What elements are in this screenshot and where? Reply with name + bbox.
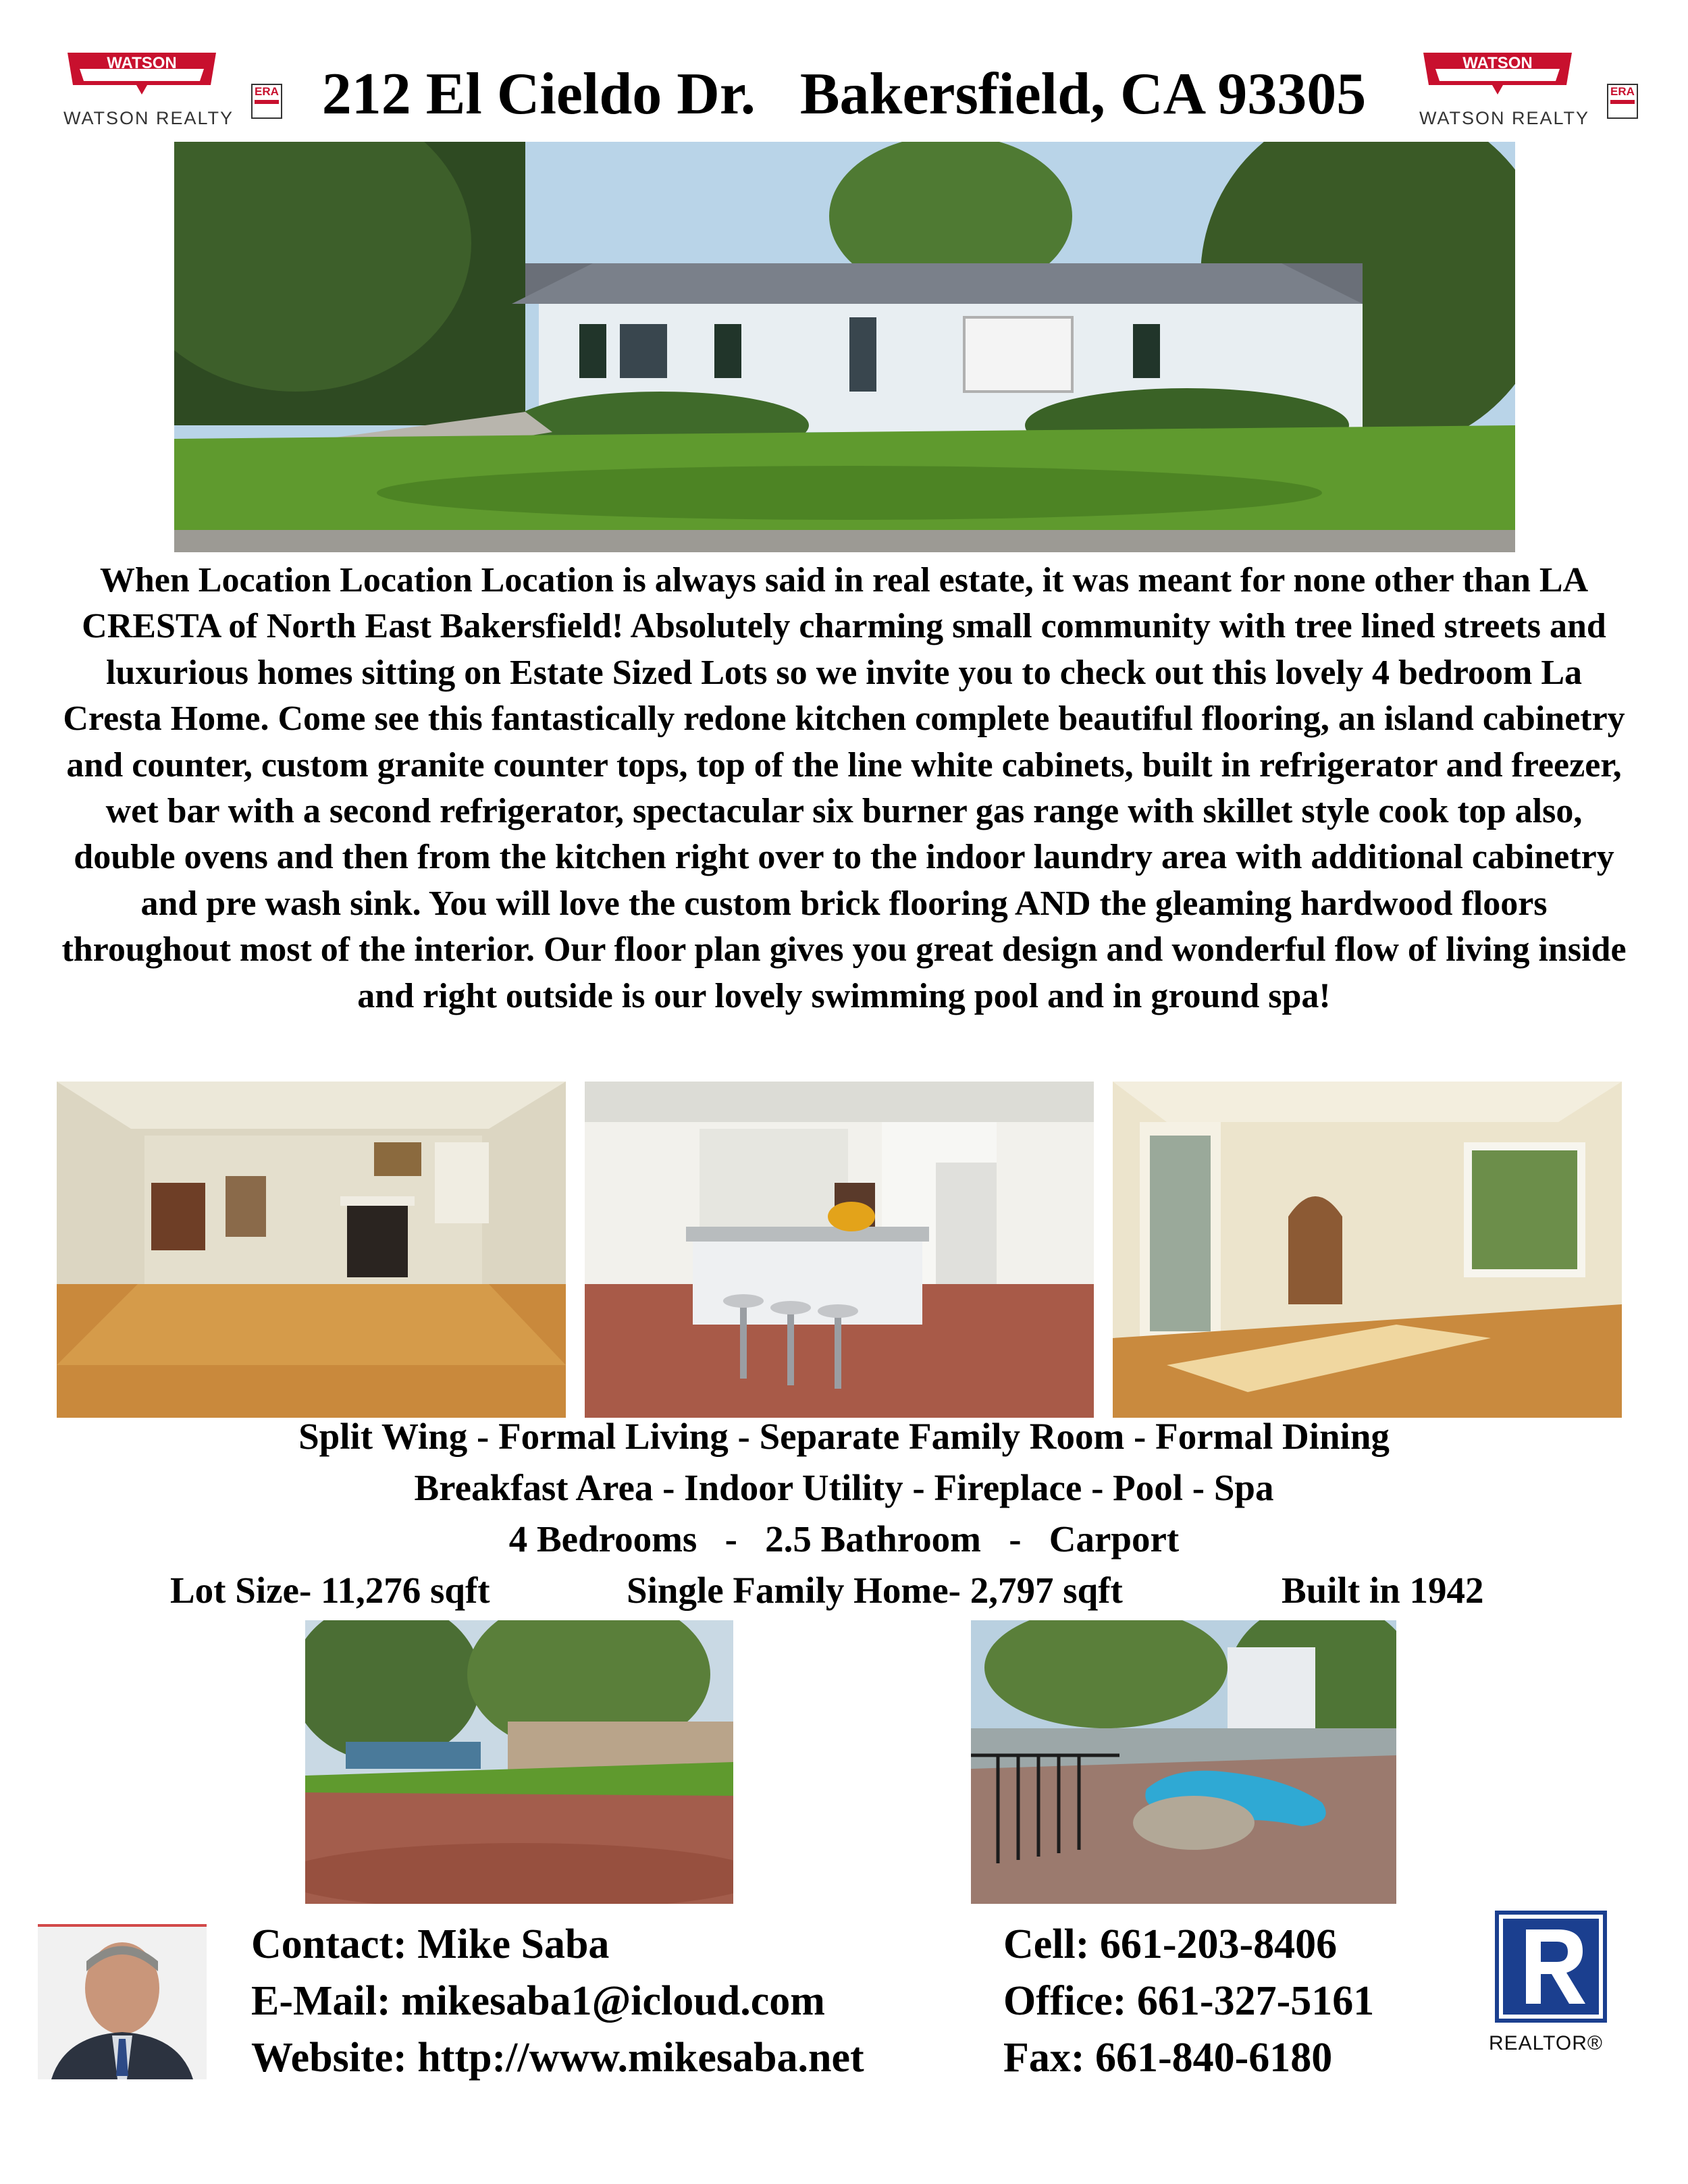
agent-headshot bbox=[38, 1924, 207, 2079]
property-address-title: 212 El Cieldo Dr. Bakersfield, CA 93305 bbox=[321, 61, 1367, 127]
watson-logo-left bbox=[47, 50, 279, 138]
property-description: When Location Location Location is always said in real estate, it was meant for none other than LA CRESTA of North East Bakersfield! Absolutely charming small community with tree lined streets and luxurious homes sitting on Estate Sized Lots so we invite you to check out this lovely 4 bedroom La Cresta Home. Come see this fantastically redone kitchen complete beautiful flooring, an island cabinetry and counter, custom granite counter tops, top of the line white cabinets, built in refrigerator and freezer, wet bar with a second refrigerator, spectacular six burner gas range with skillet style cook top also, double ovens and then from the kitchen right over to the indoor laundry area with additional cabinetry and pre wash sink. You will love the custom brick flooring AND the gleaming hardwood floors throughout most of the interior. Our floor plan gives you great design and wonderful flow of living inside and right outside is our lovely swimming pool and in ground spa! bbox=[61, 561, 1627, 1015]
realtor-mark: REALTOR® bbox=[1489, 2032, 1604, 2054]
watson-badge-text: WATSON bbox=[1462, 54, 1533, 72]
backyard-patio-photo bbox=[305, 1620, 733, 1904]
contact-fax: Fax: 661-840-6180 bbox=[1003, 2035, 1333, 2081]
era-logo-icon: ERA bbox=[251, 84, 282, 119]
kitchen-photo bbox=[585, 1082, 1094, 1418]
brand-name: WATSON REALTY bbox=[1419, 108, 1590, 128]
contact-email[interactable]: E-Mail: mikesaba1@icloud.com bbox=[251, 1978, 825, 2024]
living-room-photo bbox=[57, 1082, 566, 1418]
watson-badge-text: WATSON bbox=[107, 54, 177, 72]
lot-size: Lot Size- 11,276 sqft bbox=[170, 1570, 490, 1611]
year-built: Built in 1942 bbox=[1282, 1570, 1484, 1611]
features-line-2: Breakfast Area - Indoor Utility - Fireplace - Pool - Spa bbox=[414, 1467, 1274, 1508]
dining-room-photo bbox=[1113, 1082, 1622, 1418]
brand-name: WATSON REALTY bbox=[63, 108, 234, 128]
realtor-logo-icon bbox=[1495, 1911, 1607, 2023]
features-line-4 bbox=[101, 1565, 1587, 1616]
house-exterior-photo bbox=[174, 142, 1515, 552]
contact-website[interactable]: Website: http://www.mikesaba.net bbox=[251, 2035, 864, 2081]
home-size: Single Family Home- 2,797 sqft bbox=[627, 1570, 1123, 1611]
contact-office: Office: 661-327-5161 bbox=[1003, 1978, 1375, 2024]
watson-logo-icon bbox=[61, 50, 223, 97]
era-logo-icon: ERA bbox=[1607, 84, 1638, 119]
contact-cell: Cell: 661-203-8406 bbox=[1003, 1921, 1338, 1967]
features-block bbox=[101, 1411, 1587, 1616]
features-line-3: 4 Bedrooms - 2.5 Bathroom - Carport bbox=[508, 1518, 1180, 1560]
watson-logo-icon bbox=[1417, 50, 1579, 97]
features-line-1: Split Wing - Formal Living - Separate Family Room - Formal Dining bbox=[298, 1416, 1390, 1457]
contact-name: Contact: Mike Saba bbox=[251, 1921, 610, 1967]
pool-spa-photo bbox=[971, 1620, 1396, 1904]
watson-logo-right bbox=[1403, 50, 1635, 138]
